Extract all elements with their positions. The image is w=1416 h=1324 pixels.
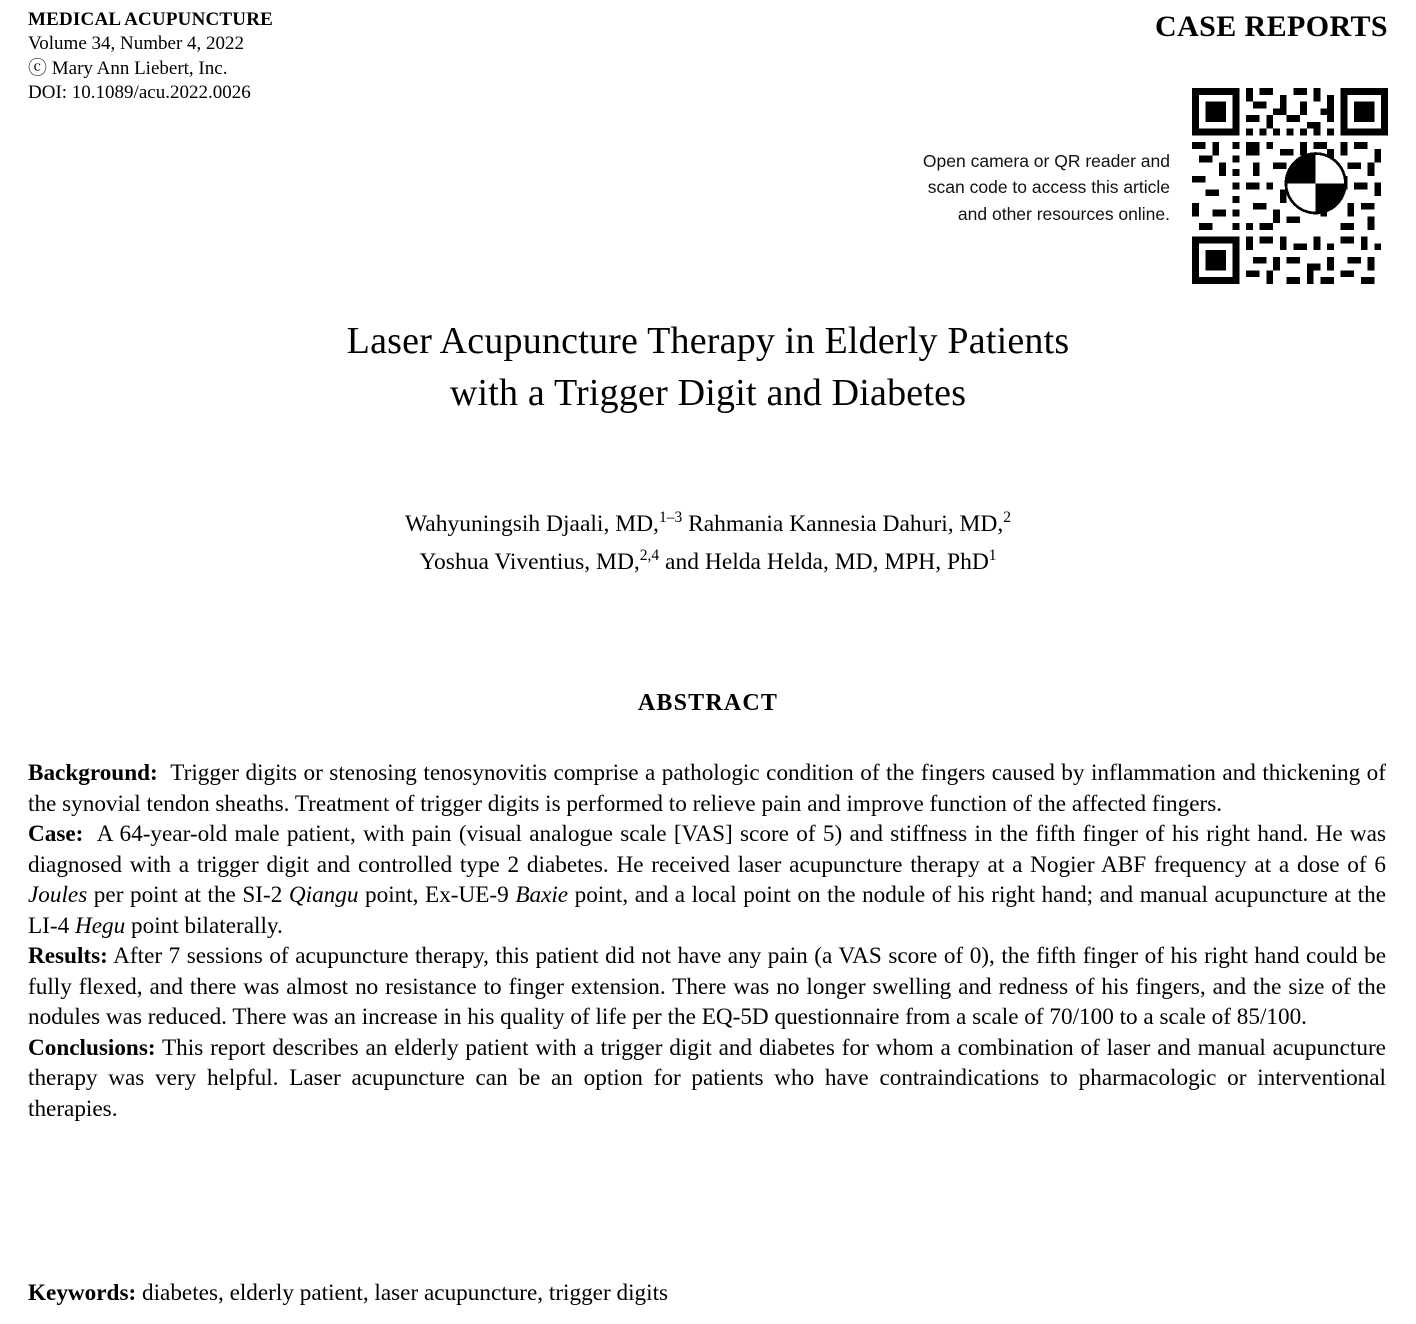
author-line-2	[90, 543, 1326, 581]
abstract-conclusions-label: Conclusions:	[28, 1034, 156, 1061]
section-label: CASE REPORTS	[1155, 10, 1388, 43]
author-name-1: Wahyuningsih Djaali, MD,	[404, 511, 659, 537]
title-line-1: Laser Acupuncture Therapy in Elderly Patients	[346, 320, 1070, 362]
journal-info	[28, 8, 273, 105]
author-affiliation-4: 1	[988, 547, 997, 565]
qr-instructions	[850, 148, 1170, 227]
abstract-case-text-4: point, and a local point on the nodule of his right hand; and manual acupuncture at the LI-4	[28, 882, 1386, 939]
title-line-2: with a Trigger Digit and Diabetes	[449, 372, 967, 415]
abstract-case-italic-1: Joules	[28, 882, 88, 908]
journal-title: MEDICAL ACUPUNCTURE	[28, 9, 274, 30]
author-affiliation-3: 2,4	[639, 547, 660, 565]
keywords-label: Keywords:	[28, 1280, 137, 1306]
abstract-case-italic-4: Hegu	[75, 912, 126, 939]
author-affiliation-2: 2	[1003, 509, 1012, 527]
abstract-case-text-2: per point at the SI-2	[87, 882, 289, 908]
abstract-heading: ABSTRACT	[637, 690, 779, 716]
abstract-case-text-5: point bilaterally.	[125, 912, 283, 939]
abstract-body	[28, 758, 1386, 1124]
keywords-text: diabetes, elderly patient, laser acupuncture, trigger digits	[142, 1280, 669, 1306]
page-title	[110, 315, 1306, 420]
abstract-background	[28, 758, 1386, 819]
qr-instructions-line-2: scan code to access this article	[927, 177, 1170, 198]
abstract-case-italic-2: Qiangu	[288, 882, 359, 908]
qr-instructions-line-3: and other resources online.	[957, 203, 1170, 224]
qr-code-icon[interactable]	[1192, 88, 1388, 284]
page-header	[28, 8, 1388, 238]
abstract-results	[28, 941, 1386, 1033]
journal-doi: DOI: 10.1089/acu.2022.0026	[28, 81, 251, 103]
author-name-3: Yoshua Viventius, MD,	[419, 549, 640, 576]
author-line-1	[90, 505, 1326, 543]
abstract-conclusions	[28, 1033, 1386, 1125]
journal-volume: Volume 34, Number 4, 2022	[28, 33, 245, 55]
abstract-case-italic-3: Baxie	[515, 882, 569, 908]
author-affiliation-1: 1–3	[658, 509, 683, 527]
abstract-case-label: Case:	[28, 821, 84, 847]
abstract-results-label: Results:	[28, 943, 108, 969]
abstract-case-text-1: A 64-year-old male patient, with pain (visual analogue scale [VAS] score of 5) and stiffness in the fifth finger of his right hand. He was diagnosed with a trigger digit and controlled type 2 diabetes. He received laser acupuncture therapy at a Nogier ABF frequency at a dose of 6	[28, 821, 1386, 878]
journal-publisher: ⓒ Mary Ann Liebert, Inc.	[28, 57, 228, 79]
abstract-conclusions-text: This report describes an elderly patient with a trigger digit and diabetes for whom a combination of laser and manual acupuncture therapy was very helpful. Laser acupuncture can be an option for patients who have contraindications to pharmacologic or interventional therapies.	[28, 1034, 1386, 1122]
keywords	[28, 1278, 1386, 1308]
author-list	[90, 505, 1326, 581]
author-name-4: and Helda Helda, MD, MPH, PhD	[659, 549, 989, 576]
abstract-background-text: Trigger digits or stenosing tenosynovitis comprise a pathologic condition of the fingers caused by inflammation and thickening of the synovial tendon sheaths. Treatment of trigger digits is performed to relieve pain and improve function of the affected fingers.	[28, 760, 1386, 817]
abstract-case-text-3: point, Ex-UE-9	[358, 882, 516, 908]
abstract-results-text: After 7 sessions of acupuncture therapy, this patient did not have any pain (a VAS score of 0), the fifth finger of his right hand could be fully flexed, and there was almost no resistance to finger extension. There was no longer swelling and redness of his fingers, and the size of the nodules was reduced. There was an increase in his quality of life per the EQ-5D questionnaire from a scale of 70/100 to a scale of 85/100.	[28, 943, 1386, 1030]
author-name-2: Rahmania Kannesia Dahuri, MD,	[682, 511, 1004, 537]
abstract-background-label: Background:	[28, 760, 158, 786]
qr-instructions-line-1: Open camera or QR reader and	[922, 151, 1170, 171]
abstract-case	[28, 819, 1386, 941]
